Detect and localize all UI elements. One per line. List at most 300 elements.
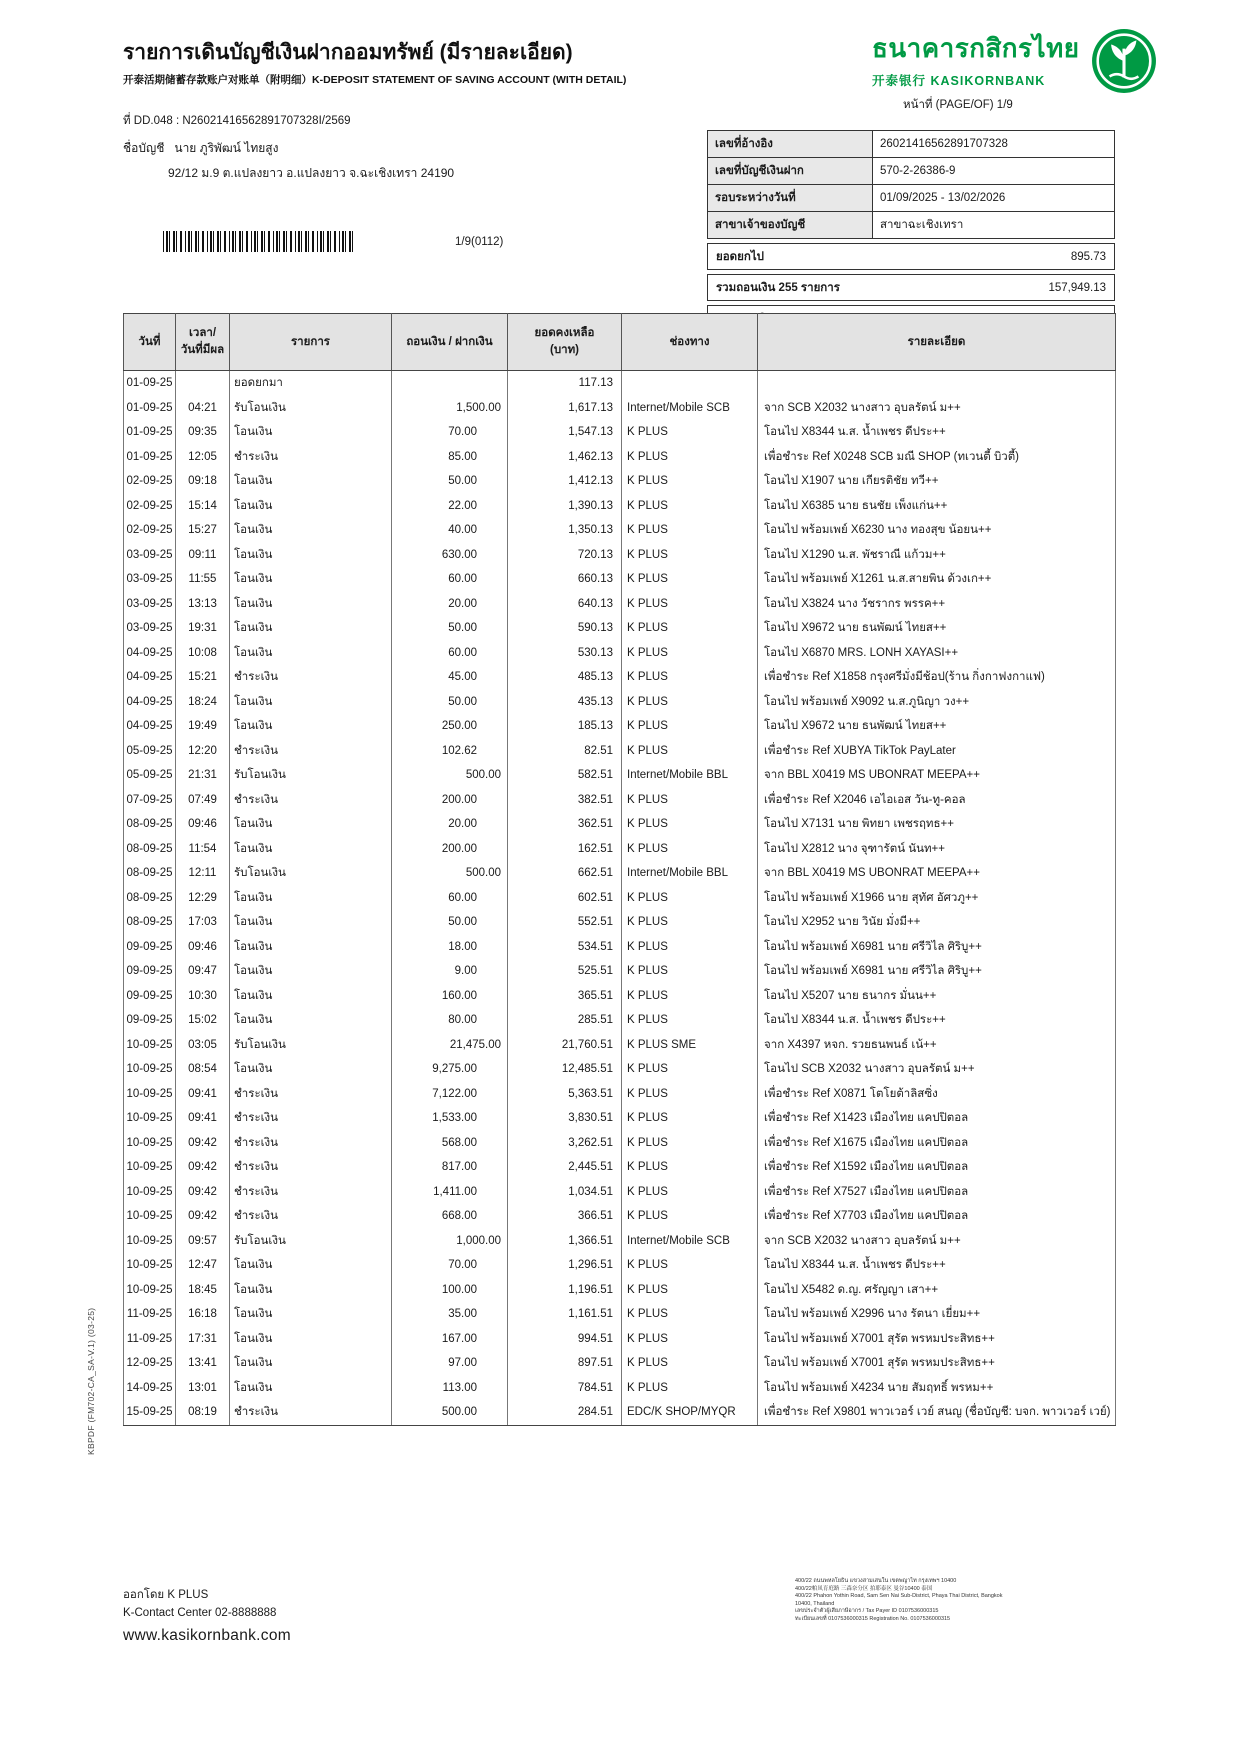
info-label: สาขาเจ้าของบัญชี [708, 212, 873, 239]
txn-amount: 568.00 [392, 1131, 508, 1156]
txn-date: 10-09-25 [124, 1082, 176, 1107]
txn-time: 13:13 [176, 592, 230, 617]
txn-balance: 285.51 [508, 1008, 622, 1033]
txn-amount: 35.00 [392, 1302, 508, 1327]
txn-date: 10-09-25 [124, 1155, 176, 1180]
txn-time: 13:01 [176, 1376, 230, 1401]
txn-balance: 21,760.51 [508, 1033, 622, 1058]
txn-time: 15:27 [176, 518, 230, 543]
txn-date: 12-09-25 [124, 1351, 176, 1376]
txn-date: 10-09-25 [124, 1131, 176, 1156]
txn-amount: 20.00 [392, 812, 508, 837]
txn-amount: 500.00 [392, 1400, 508, 1425]
footer-contact-block [123, 1586, 291, 1645]
header-date: วันที่ [124, 314, 176, 371]
txn-date: 08-09-25 [124, 910, 176, 935]
txn-balance: 590.13 [508, 616, 622, 641]
txn-description: โอนเงิน [230, 1376, 392, 1401]
txn-description: โอนเงิน [230, 1008, 392, 1033]
txn-date: 14-09-25 [124, 1376, 176, 1401]
header-amount: ถอนเงิน / ฝากเงิน [392, 314, 508, 371]
table-row [124, 543, 1116, 568]
txn-time: 10:30 [176, 984, 230, 1009]
info-row [708, 131, 1115, 158]
txn-time: 09:42 [176, 1180, 230, 1205]
txn-date: 10-09-25 [124, 1057, 176, 1082]
txn-amount: 97.00 [392, 1351, 508, 1376]
txn-description: โอนเงิน [230, 592, 392, 617]
txn-time: 11:54 [176, 837, 230, 862]
txn-detail: จาก BBL X0419 MS UBONRAT MEEPA++ [758, 861, 1116, 886]
txn-detail: จาก SCB X2032 นางสาว อุบลรัตน์ ม++ [758, 396, 1116, 421]
txn-detail: โอนไป พร้อมเพย์ X6230 นาง ทองสุข น้อยน++ [758, 518, 1116, 543]
account-holder-block [123, 139, 454, 183]
table-row [124, 763, 1116, 788]
txn-date: 02-09-25 [124, 518, 176, 543]
txn-amount: 1,533.00 [392, 1106, 508, 1131]
table-row [124, 1400, 1116, 1425]
fine-print-line: 400/22 Phahon Yothin Road, Sam Sen Nai Sub-District, Phaya Thai District, Bangkok 10400, Thailand [795, 1593, 1003, 1607]
txn-detail: โอนไป X8344 น.ส. น้ำเพชร ดีประ++ [758, 420, 1116, 445]
txn-balance: 366.51 [508, 1204, 622, 1229]
txn-time: 17:03 [176, 910, 230, 935]
txn-date: 04-09-25 [124, 714, 176, 739]
summary-label: ยอดยกไป [716, 250, 764, 263]
txn-date: 07-09-25 [124, 788, 176, 813]
form-code-vertical: KBPDF (FM702-CA_SA-V.1) (03-25) [86, 1307, 96, 1455]
table-row [124, 1082, 1116, 1107]
txn-amount: 630.00 [392, 543, 508, 568]
txn-balance: 662.51 [508, 861, 622, 886]
txn-amount: 50.00 [392, 469, 508, 494]
txn-amount: 70.00 [392, 420, 508, 445]
txn-date: 03-09-25 [124, 592, 176, 617]
txn-description: โอนเงิน [230, 984, 392, 1009]
txn-detail: โอนไป พร้อมเพย์ X4234 นาย สัมฤทธิ์ พรหม++ [758, 1376, 1116, 1401]
table-row [124, 420, 1116, 445]
txn-description: ชำระเงิน [230, 1131, 392, 1156]
txn-time: 15:21 [176, 665, 230, 690]
txn-detail: โอนไป X9672 นาย ธนพัฒน์ ไทยส++ [758, 714, 1116, 739]
txn-time: 04:21 [176, 396, 230, 421]
info-row [708, 185, 1115, 212]
txn-detail: จาก BBL X0419 MS UBONRAT MEEPA++ [758, 763, 1116, 788]
txn-time: 08:19 [176, 1400, 230, 1425]
txn-description: โอนเงิน [230, 837, 392, 862]
txn-detail: โอนไป X9672 นาย ธนพัฒน์ ไทยส++ [758, 616, 1116, 641]
txn-channel: K PLUS [622, 1057, 758, 1082]
table-row [124, 567, 1116, 592]
txn-amount: 160.00 [392, 984, 508, 1009]
txn-date: 08-09-25 [124, 861, 176, 886]
txn-balance: 640.13 [508, 592, 622, 617]
txn-description: ชำระเงิน [230, 788, 392, 813]
txn-detail: เพื่อชำระ Ref X9801 พาวเวอร์ เวย์ สนญ (ชื่อบัญชี: บจก. พาวเวอร์ เวย์) [758, 1400, 1116, 1425]
txn-amount: 85.00 [392, 445, 508, 470]
table-row [124, 1057, 1116, 1082]
txn-date: 04-09-25 [124, 690, 176, 715]
txn-detail: โอนไป X8344 น.ส. น้ำเพชร ดีประ++ [758, 1008, 1116, 1033]
txn-balance: 552.51 [508, 910, 622, 935]
txn-balance: 1,196.51 [508, 1278, 622, 1303]
txn-description: รับโอนเงิน [230, 1033, 392, 1058]
txn-description: ชำระเงิน [230, 1106, 392, 1131]
txn-description: ชำระเงิน [230, 1400, 392, 1425]
txn-balance: 117.13 [508, 371, 622, 396]
txn-amount: 1,500.00 [392, 396, 508, 421]
txn-amount: 1,411.00 [392, 1180, 508, 1205]
txn-balance: 362.51 [508, 812, 622, 837]
header-description: รายการ [230, 314, 392, 371]
txn-description: โอนเงิน [230, 1057, 392, 1082]
header-time-line1: เวลา/ [188, 327, 217, 339]
txn-description: โอนเงิน [230, 886, 392, 911]
table-row [124, 984, 1116, 1009]
txn-channel: K PLUS [622, 1253, 758, 1278]
txn-channel: K PLUS [622, 1278, 758, 1303]
txn-channel: K PLUS [622, 837, 758, 862]
txn-date: 10-09-25 [124, 1204, 176, 1229]
txn-balance: 2,445.51 [508, 1155, 622, 1180]
txn-description: โอนเงิน [230, 543, 392, 568]
txn-description: ชำระเงิน [230, 665, 392, 690]
document-number: ที่ DD.048 : N26021416562891707328I/2569 [123, 115, 351, 127]
footer-fine-print [795, 1578, 1010, 1623]
summary-value: 895.73 [1070, 250, 1106, 263]
table-row [124, 788, 1116, 813]
txn-date: 01-09-25 [124, 371, 176, 396]
table-row [124, 1106, 1116, 1131]
txn-balance: 162.51 [508, 837, 622, 862]
table-row [124, 1229, 1116, 1254]
txn-date: 08-09-25 [124, 886, 176, 911]
txn-channel: K PLUS [622, 494, 758, 519]
txn-channel: Internet/Mobile SCB [622, 1229, 758, 1254]
txn-channel: K PLUS [622, 641, 758, 666]
txn-amount: 80.00 [392, 1008, 508, 1033]
txn-detail: โอนไป พร้อมเพย์ X2996 นาง รัตนา เยี่ยม++ [758, 1302, 1116, 1327]
txn-amount: 500.00 [392, 763, 508, 788]
txn-channel: K PLUS [622, 788, 758, 813]
table-row [124, 494, 1116, 519]
info-value: สาขาฉะเชิงเทรา [873, 212, 1115, 239]
txn-time: 19:49 [176, 714, 230, 739]
txn-date: 01-09-25 [124, 420, 176, 445]
txn-balance: 365.51 [508, 984, 622, 1009]
fine-print-line: เลขประจำตัวผู้เสียภาษีอากร / Tax Payer ID 0107536000315 [795, 1608, 939, 1614]
txn-date: 08-09-25 [124, 837, 176, 862]
txn-time: 09:42 [176, 1204, 230, 1229]
txn-detail: โอนไป X6870 MRS. LONH XAYASI++ [758, 641, 1116, 666]
txn-time: 16:18 [176, 1302, 230, 1327]
txn-time: 15:02 [176, 1008, 230, 1033]
txn-balance: 12,485.51 [508, 1057, 622, 1082]
txn-time: 03:05 [176, 1033, 230, 1058]
txn-date: 04-09-25 [124, 665, 176, 690]
bank-brand [872, 28, 1157, 94]
txn-time: 09:41 [176, 1082, 230, 1107]
txn-amount: 18.00 [392, 935, 508, 960]
txn-date: 10-09-25 [124, 1106, 176, 1131]
header-balance-line2: (บาท) [550, 344, 579, 356]
txn-description: โอนเงิน [230, 812, 392, 837]
header-time [176, 314, 230, 371]
txn-detail: จาก X4397 หจก. รวยธนพนธ์ เน้++ [758, 1033, 1116, 1058]
txn-description: ชำระเงิน [230, 1204, 392, 1229]
txn-channel: EDC/K SHOP/MYQR [622, 1400, 758, 1425]
txn-amount: 167.00 [392, 1327, 508, 1352]
txn-detail: โอนไป พร้อมเพย์ X9092 น.ส.ภูนิญา วง++ [758, 690, 1116, 715]
txn-description: ชำระเงิน [230, 739, 392, 764]
txn-time: 12:11 [176, 861, 230, 886]
bank-name-english: 开泰银行 KASIKORNBANK [872, 74, 1046, 88]
txn-detail: เพื่อชำระ Ref XUBYA TikTok PayLater [758, 739, 1116, 764]
txn-amount: 668.00 [392, 1204, 508, 1229]
txn-balance: 1,412.13 [508, 469, 622, 494]
table-row [124, 1278, 1116, 1303]
txn-channel: K PLUS [622, 1155, 758, 1180]
account-name-label: ชื่อบัญชี [123, 141, 165, 155]
txn-channel: K PLUS [622, 1008, 758, 1033]
txn-description: โอนเงิน [230, 1351, 392, 1376]
txn-detail: โอนไป X6385 นาย ธนชัย เพ็งแก่น++ [758, 494, 1116, 519]
table-row [124, 592, 1116, 617]
txn-time: 09:35 [176, 420, 230, 445]
txn-channel: K PLUS [622, 665, 758, 690]
summary-label: รวมถอนเงิน 255 รายการ [716, 281, 840, 294]
txn-time: 09:46 [176, 935, 230, 960]
txn-date: 10-09-25 [124, 1180, 176, 1205]
txn-time: 09:46 [176, 812, 230, 837]
txn-balance: 660.13 [508, 567, 622, 592]
table-row [124, 910, 1116, 935]
txn-balance: 602.51 [508, 886, 622, 911]
txn-detail: เพื่อชำระ Ref X7703 เมืองไทย แคปปิตอล [758, 1204, 1116, 1229]
table-row [124, 1155, 1116, 1180]
contact-center: K-Contact Center 02-8888888 [123, 1607, 277, 1619]
txn-amount: 817.00 [392, 1155, 508, 1180]
barcode [163, 231, 353, 252]
txn-channel: K PLUS [622, 1082, 758, 1107]
txn-balance: 994.51 [508, 1327, 622, 1352]
txn-description: รับโอนเงิน [230, 1229, 392, 1254]
txn-balance: 784.51 [508, 1376, 622, 1401]
txn-date: 09-09-25 [124, 959, 176, 984]
txn-date: 10-09-25 [124, 1253, 176, 1278]
txn-time: 13:41 [176, 1351, 230, 1376]
fine-print-line: 400/22帕凤育庭路 三森奈分区 拍耶泰区 曼谷10400 泰国 [795, 1585, 933, 1592]
txn-amount: 40.00 [392, 518, 508, 543]
txn-description: โอนเงิน [230, 935, 392, 960]
transactions-table [123, 313, 1116, 1426]
txn-amount: 250.00 [392, 714, 508, 739]
txn-detail: โอนไป X2952 นาย วินัย มั่งมี++ [758, 910, 1116, 935]
header-balance [508, 314, 622, 371]
txn-amount: 102.62 [392, 739, 508, 764]
table-row [124, 886, 1116, 911]
txn-time: 09:47 [176, 959, 230, 984]
txn-detail: จาก SCB X2032 นางสาว อุบลรัตน์ ม++ [758, 1229, 1116, 1254]
txn-detail: โอนไป SCB X2032 นางสาว อุบลรัตน์ ม++ [758, 1057, 1116, 1082]
fine-print-line: 400/22 ถนนพหลโยธิน แขวงสามเสนใน เขตพญาไท กรุงเทพฯ 10400 [795, 1578, 957, 1584]
txn-description: โอนเงิน [230, 714, 392, 739]
txn-amount: 200.00 [392, 788, 508, 813]
table-row [124, 1253, 1116, 1278]
txn-balance: 1,547.13 [508, 420, 622, 445]
txn-description: รับโอนเงิน [230, 763, 392, 788]
txn-detail: โอนไป พร้อมเพย์ X6981 นาย ศรีวิไล ศิริบู++ [758, 959, 1116, 984]
table-row [124, 1033, 1116, 1058]
txn-channel: K PLUS [622, 1106, 758, 1131]
txn-balance: 485.13 [508, 665, 622, 690]
txn-time: 11:55 [176, 567, 230, 592]
info-row [708, 212, 1115, 239]
txn-channel: K PLUS [622, 984, 758, 1009]
kasikornbank-logo-icon [1091, 28, 1157, 94]
txn-amount: 200.00 [392, 837, 508, 862]
txn-channel: K PLUS [622, 1327, 758, 1352]
header-balance-line1: ยอดคงเหลือ [534, 327, 595, 339]
txn-amount: 9.00 [392, 959, 508, 984]
txn-channel: K PLUS [622, 935, 758, 960]
txn-channel: K PLUS [622, 959, 758, 984]
txn-description: โอนเงิน [230, 567, 392, 592]
txn-balance: 3,830.51 [508, 1106, 622, 1131]
txn-date: 03-09-25 [124, 567, 176, 592]
txn-description: โอนเงิน [230, 518, 392, 543]
txn-detail: โอนไป X2812 นาง จุฑารัตน์ นันท++ [758, 837, 1116, 862]
document-title-block [123, 36, 626, 87]
table-row [124, 935, 1116, 960]
txn-time: 07:49 [176, 788, 230, 813]
txn-channel: K PLUS [622, 469, 758, 494]
txn-balance: 1,350.13 [508, 518, 622, 543]
balance-carried-forward [707, 243, 1115, 270]
txn-description: โอนเงิน [230, 910, 392, 935]
issued-by: ออกโดย K PLUS [123, 1589, 209, 1601]
txn-balance: 5,363.51 [508, 1082, 622, 1107]
txn-balance: 1,390.13 [508, 494, 622, 519]
header-time-line2: วันที่มีผล [180, 344, 225, 356]
txn-date: 11-09-25 [124, 1327, 176, 1352]
txn-balance: 284.51 [508, 1400, 622, 1425]
txn-channel: K PLUS [622, 910, 758, 935]
txn-date: 09-09-25 [124, 935, 176, 960]
txn-balance: 1,161.51 [508, 1302, 622, 1327]
txn-description: โอนเงิน [230, 420, 392, 445]
txn-date: 03-09-25 [124, 616, 176, 641]
txn-description: โอนเงิน [230, 1302, 392, 1327]
table-row [124, 959, 1116, 984]
txn-channel: K PLUS [622, 1180, 758, 1205]
txn-amount: 21,475.00 [392, 1033, 508, 1058]
txn-balance: 720.13 [508, 543, 622, 568]
txn-amount: 1,000.00 [392, 1229, 508, 1254]
txn-description: โอนเงิน [230, 690, 392, 715]
txn-channel: K PLUS [622, 1204, 758, 1229]
txn-amount: 60.00 [392, 641, 508, 666]
txn-detail: โอนไป X1290 น.ส. พัชราณี แก้วม++ [758, 543, 1116, 568]
txn-channel: K PLUS [622, 739, 758, 764]
txn-detail: โอนไป พร้อมเพย์ X7001 สุรัต พรหมประสิทธ++ [758, 1327, 1116, 1352]
txn-channel: K PLUS [622, 445, 758, 470]
table-row [124, 837, 1116, 862]
txn-detail: เพื่อชำระ Ref X0248 SCB มณี SHOP (ทเวนตี้ บิวตี้) [758, 445, 1116, 470]
table-header-row [124, 314, 1116, 371]
txn-date: 03-09-25 [124, 543, 176, 568]
txn-description: โอนเงิน [230, 469, 392, 494]
txn-amount: 100.00 [392, 1278, 508, 1303]
barcode-label: 1/9(0112) [455, 236, 504, 248]
txn-balance: 582.51 [508, 763, 622, 788]
txn-balance: 1,366.51 [508, 1229, 622, 1254]
txn-time: 15:14 [176, 494, 230, 519]
txn-time: 17:31 [176, 1327, 230, 1352]
txn-time: 18:24 [176, 690, 230, 715]
txn-balance: 534.51 [508, 935, 622, 960]
txn-date: 09-09-25 [124, 984, 176, 1009]
txn-balance: 1,296.51 [508, 1253, 622, 1278]
txn-date: 04-09-25 [124, 641, 176, 666]
txn-detail: เพื่อชำระ Ref X2046 เอไอเอส วัน-ทู-คอล [758, 788, 1116, 813]
txn-balance: 1,617.13 [508, 396, 622, 421]
txn-detail: โอนไป พร้อมเพย์ X1966 นาย สุทัศ อัศวภู++ [758, 886, 1116, 911]
txn-balance: 897.51 [508, 1351, 622, 1376]
txn-detail: โอนไป X3824 นาง วัชรากร พรรค++ [758, 592, 1116, 617]
txn-time: 09:57 [176, 1229, 230, 1254]
info-label: เลขที่บัญชีเงินฝาก [708, 158, 873, 185]
txn-amount: 500.00 [392, 861, 508, 886]
txn-channel: K PLUS [622, 714, 758, 739]
table-row [124, 1131, 1116, 1156]
header-channel: ช่องทาง [622, 314, 758, 371]
txn-time: 12:05 [176, 445, 230, 470]
table-row [124, 396, 1116, 421]
txn-description: ยอดยกมา [230, 371, 392, 396]
txn-date: 01-09-25 [124, 445, 176, 470]
txn-amount: 50.00 [392, 910, 508, 935]
txn-detail: โอนไป พร้อมเพย์ X6981 นาย ศรีวิไล ศิริบู++ [758, 935, 1116, 960]
txn-date: 15-09-25 [124, 1400, 176, 1425]
txn-channel: K PLUS [622, 690, 758, 715]
txn-balance: 1,034.51 [508, 1180, 622, 1205]
txn-channel: K PLUS [622, 1376, 758, 1401]
txn-detail: เพื่อชำระ Ref X1858 กรุงศรีมั่งมีช้อป(ร้าน กิ่งกาฟงกาแฟ) [758, 665, 1116, 690]
txn-date: 05-09-25 [124, 763, 176, 788]
txn-channel: K PLUS [622, 1131, 758, 1156]
txn-detail: โอนไป พร้อมเพย์ X7001 สุรัต พรหมประสิทธ++ [758, 1351, 1116, 1376]
txn-channel: Internet/Mobile SCB [622, 396, 758, 421]
txn-detail: เพื่อชำระ Ref X1675 เมืองไทย แคปปิตอล [758, 1131, 1116, 1156]
table-row [124, 690, 1116, 715]
txn-balance: 525.51 [508, 959, 622, 984]
txn-date: 01-09-25 [124, 396, 176, 421]
txn-channel: Internet/Mobile BBL [622, 763, 758, 788]
txn-detail [758, 371, 1116, 396]
txn-detail: โอนไป X5482 ด.ญ. ศรัญญา เสา++ [758, 1278, 1116, 1303]
page-subtitle: 开泰活期储蓄存款账户对账单（附明细）K-DEPOSIT STATEMENT OF SAVING ACCOUNT (WITH DETAIL) [123, 74, 627, 86]
txn-balance: 185.13 [508, 714, 622, 739]
txn-description: ชำระเงิน [230, 1155, 392, 1180]
txn-channel: K PLUS [622, 543, 758, 568]
transactions-body [124, 371, 1116, 1426]
table-row [124, 1204, 1116, 1229]
txn-amount: 70.00 [392, 1253, 508, 1278]
txn-channel: K PLUS [622, 616, 758, 641]
txn-amount: 60.00 [392, 567, 508, 592]
txn-detail: เพื่อชำระ Ref X1423 เมืองไทย แคปปิตอล [758, 1106, 1116, 1131]
txn-amount: 7,122.00 [392, 1082, 508, 1107]
